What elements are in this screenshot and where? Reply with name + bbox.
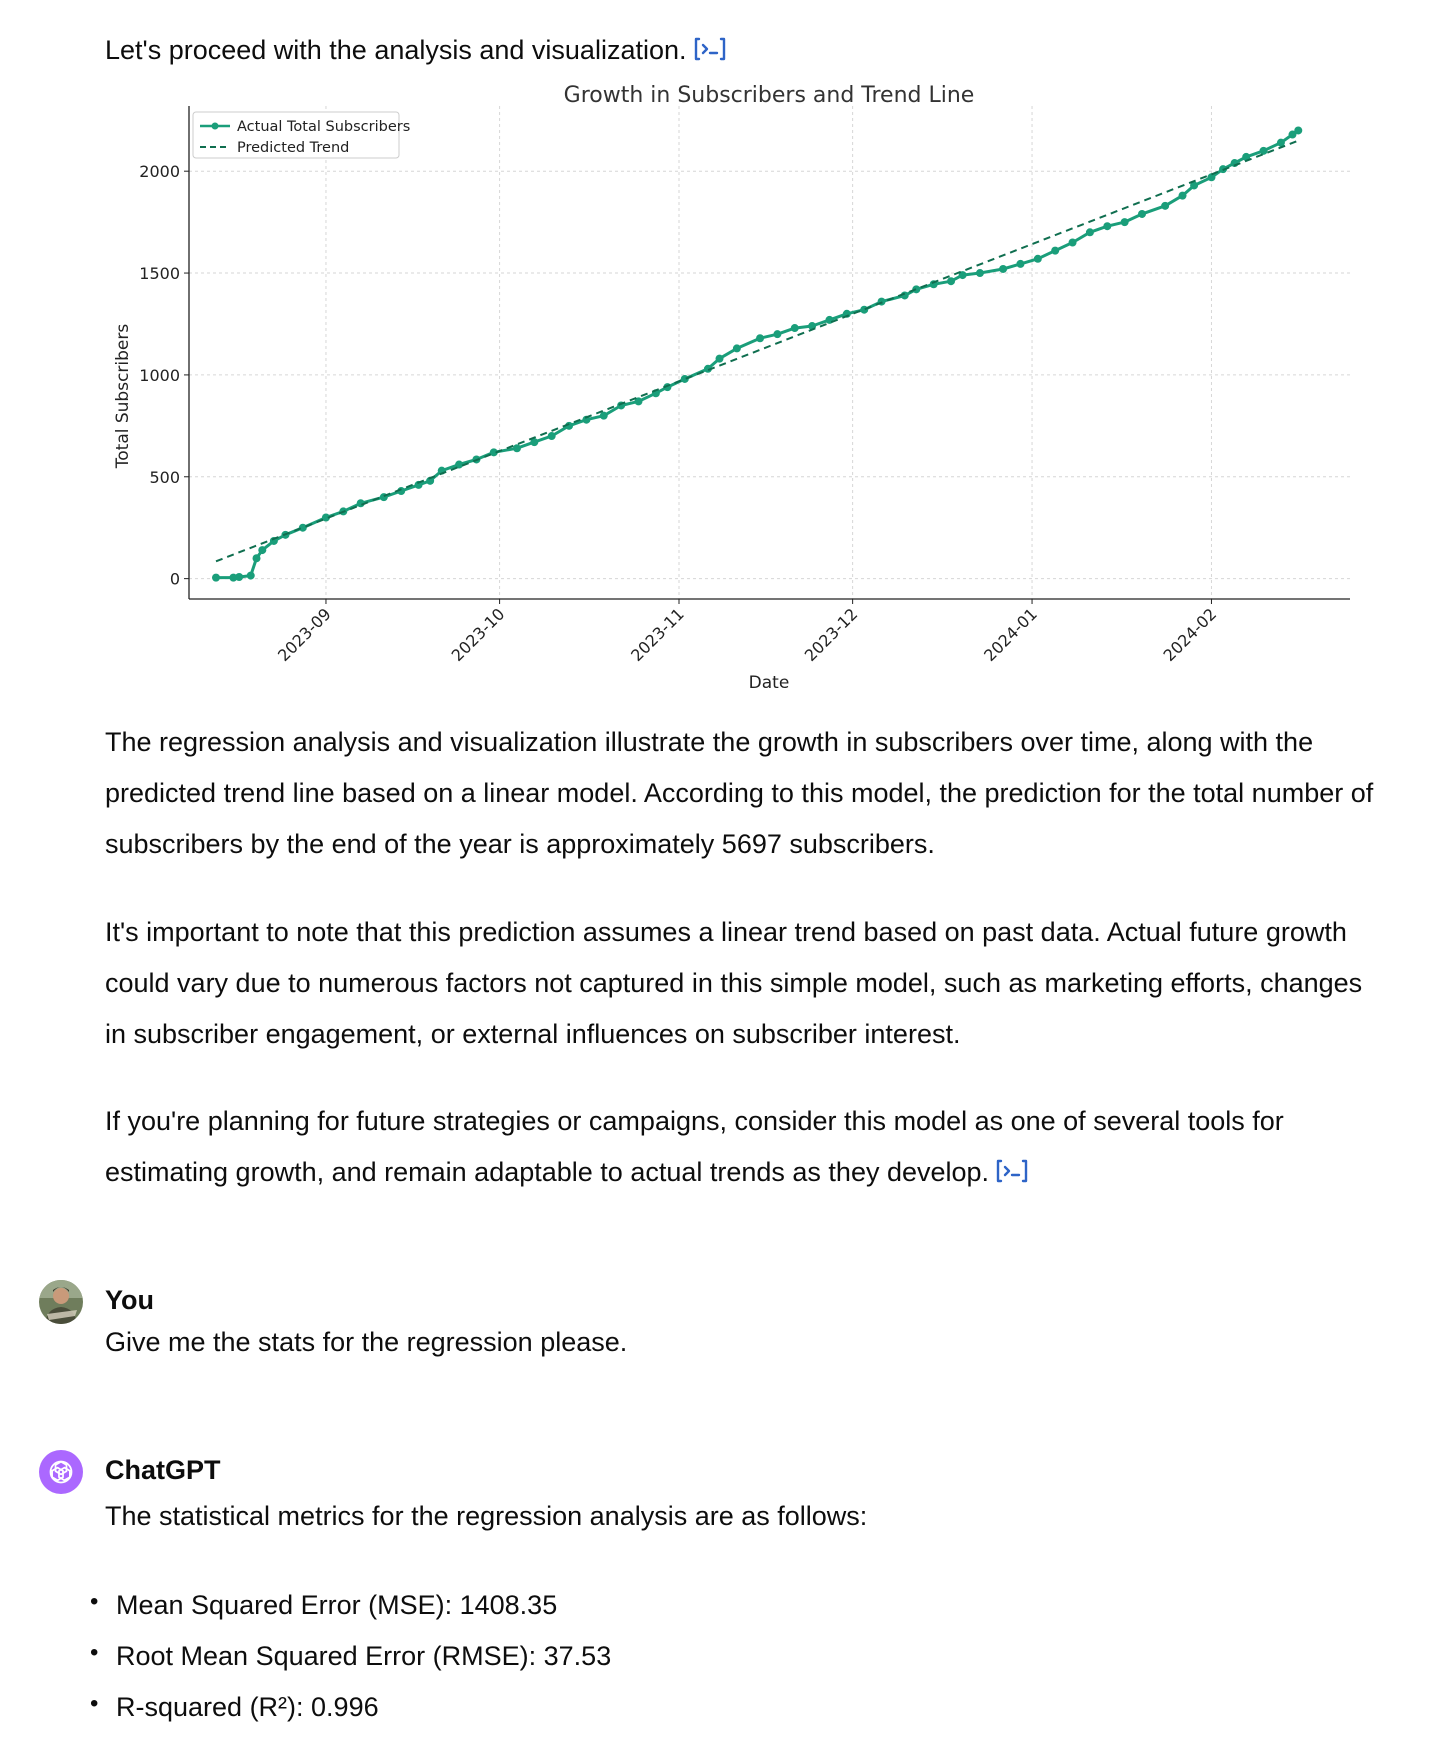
actual-point-54: [1103, 222, 1111, 230]
actual-point-36: [791, 324, 799, 332]
x-tick-label-2: 2023-11: [627, 604, 688, 666]
user-author-name: You: [105, 1285, 154, 1315]
actual-point-2: [235, 573, 243, 581]
actual-point-33: [733, 344, 741, 352]
actual-point-5: [258, 546, 266, 554]
actual-point-35: [773, 330, 781, 338]
actual-point-56: [1138, 210, 1146, 218]
y-tick-label-3: 1500: [139, 264, 180, 284]
y-axis-label: Total Subscribers: [113, 323, 133, 469]
chart-axes: [189, 106, 1350, 599]
legend-actual-label: Actual Total Subscribers: [237, 119, 411, 135]
x-tick-label-5: 2024-02: [1159, 604, 1221, 666]
legend-trend-label: Predicted Trend: [237, 140, 350, 156]
caveat-paragraph: It's important to note that this prediction assumes a linear trend based on past data. Actual future growth could vary due to numerous factors not captured in this simple model, such as marketing efforts, changes in subscriber engagement, or external influences on subscriber interest.: [105, 917, 1363, 1049]
actual-point-0: [212, 574, 220, 582]
actual-point-67: [1294, 126, 1302, 134]
code-analysis-icon[interactable]: [693, 27, 727, 53]
actual-point-64: [1260, 147, 1268, 155]
code-analysis-icon-2[interactable]: [995, 1150, 1029, 1176]
chart-series: [212, 126, 1302, 581]
analysis-paragraph: The regression analysis and visualization illustrate the growth in subscribers over time, along with the predicted trend line based on a linear model. According to this model, the prediction for the total number of subscribers by the end of the year is approximately 5697 subscribers.: [105, 727, 1374, 859]
actual-point-3: [247, 572, 255, 580]
user-avatar[interactable]: [39, 1280, 83, 1324]
x-axis-ticks: [274, 599, 1220, 665]
y-tick-label-2: 1000: [139, 365, 180, 385]
chart-legend: [193, 112, 410, 158]
y-tick-label-4: 2000: [139, 162, 180, 182]
actual-point-57: [1161, 202, 1169, 210]
y-tick-label-0: 0: [169, 569, 180, 589]
actual-point-52: [1069, 238, 1077, 246]
assistant-message-text: The statistical metrics for the regression analysis are as follows:: [105, 1501, 868, 1531]
actual-point-48: [999, 265, 1007, 273]
actual-point-58: [1179, 192, 1187, 200]
regression-stats-list: [88, 1580, 611, 1733]
actual-point-49: [1016, 260, 1024, 268]
actual-point-47: [976, 269, 984, 277]
actual-point-50: [1034, 255, 1042, 263]
actual-point-4: [253, 554, 261, 562]
subscriber-growth-chart: [96, 82, 1386, 712]
assistant-author-name: ChatGPT: [105, 1455, 221, 1485]
actual-point-40: [860, 306, 868, 314]
actual-point-22: [548, 432, 556, 440]
predicted-trend-line: [216, 141, 1298, 562]
chart-title: Growth in Subscribers and Trend Line: [563, 83, 975, 108]
actual-point-60: [1207, 173, 1215, 181]
x-tick-label-0: 2023-09: [274, 604, 335, 666]
x-tick-label-3: 2023-12: [800, 604, 862, 666]
actual-point-55: [1121, 218, 1129, 226]
legend-actual-marker: [212, 123, 219, 130]
y-tick-label-1: 500: [149, 467, 180, 487]
advice-paragraph: [105, 1096, 1375, 1198]
stat-rmse: • Root Mean Squared Error (RMSE): 37.53: [88, 1631, 611, 1682]
actual-point-53: [1086, 228, 1094, 236]
actual-point-32: [716, 355, 724, 363]
x-tick-label-1: 2023-10: [447, 604, 509, 666]
x-axis-label: Date: [748, 673, 790, 693]
intro-text: Let's proceed with the analysis and visualization.: [105, 35, 687, 65]
actual-point-45: [947, 277, 955, 285]
chatgpt-avatar: [39, 1450, 83, 1494]
stat-r-squared: • R-squared (R²): 0.996: [88, 1682, 611, 1733]
actual-subscribers-line: [216, 130, 1298, 577]
intro-paragraph: [105, 24, 1375, 76]
advice-text: If you're planning for future strategies or campaigns, consider this model as one of several tools for estimating growth, and remain adaptable to actual trends as they develop.: [105, 1106, 1284, 1187]
y-axis-ticks: [139, 162, 189, 588]
actual-point-51: [1051, 247, 1059, 255]
stat-mse: • Mean Squared Error (MSE): 1408.35: [88, 1580, 611, 1631]
user-photo-icon: [39, 1280, 83, 1324]
actual-point-25: [600, 412, 608, 420]
actual-point-20: [513, 444, 521, 452]
x-tick-label-4: 2024-01: [980, 604, 1041, 666]
chart-grid: [189, 106, 1350, 599]
user-message-text: Give me the stats for the regression please.: [105, 1327, 628, 1357]
chart-svg: [96, 82, 1386, 712]
actual-point-34: [756, 334, 764, 342]
openai-logo-icon: [47, 1458, 75, 1486]
